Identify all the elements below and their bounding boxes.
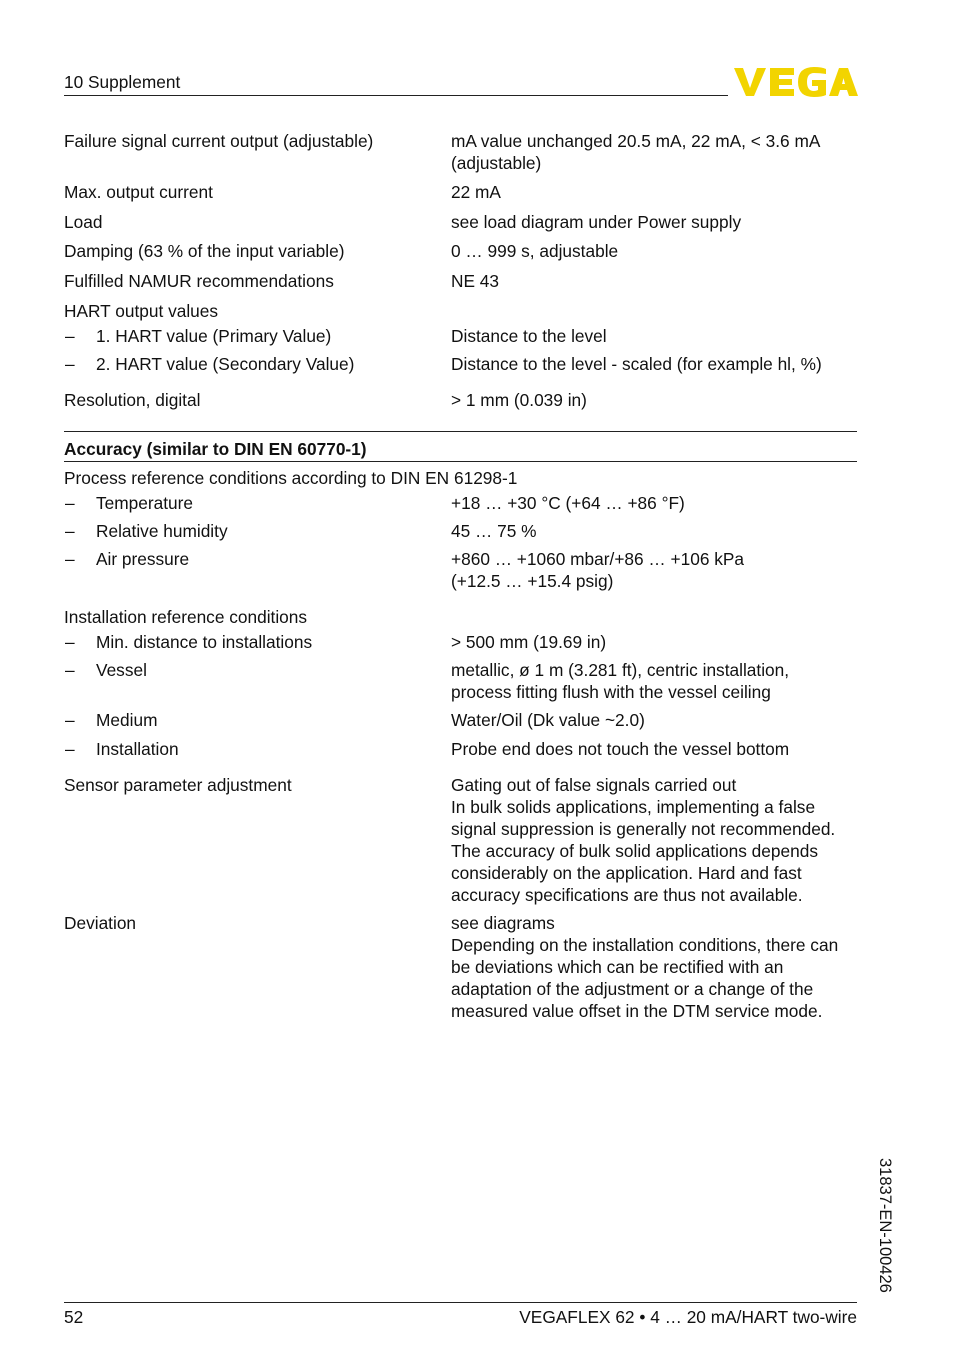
section-title: 10 Supplement [64,72,181,92]
process-item-value: +18 … +30 °C (+64 … +86 °F) [451,493,685,513]
process-item-label: Air pressure [96,549,190,569]
sensor-label: Sensor parameter adjustment [64,775,292,795]
vega-logo [734,66,858,103]
row-label: Max. output current [64,182,213,202]
install-item-label: Installation [96,739,179,759]
hart-item-value: Distance to the level - scaled (for example hl, %) [451,354,822,374]
row-value: mA value unchanged 20.5 mA, 22 mA, < 3.6 mA (adjustable) [451,131,821,173]
hart-item-label: 1. HART value (Primary Value) [96,326,332,346]
install-item-value: metallic, ø 1 m (3.281 ft), centric installation, process fitting flush with the vessel ceiling [451,660,790,702]
dash-bullet: – [65,632,75,652]
dash-bullet: – [65,660,75,680]
document-code: 31837-EN-100426 [876,1158,894,1293]
install-item-value: > 500 mm (19.69 in) [451,632,607,652]
accuracy-heading: Accuracy (similar to DIN EN 60770-1) [64,439,367,459]
row-label: Load [64,212,103,232]
install-item-label: Medium [96,710,158,730]
hart-item-label: 2. HART value (Secondary Value) [96,354,355,374]
resolution-value: > 1 mm (0.039 in) [451,390,587,410]
dash-bullet: – [65,521,75,541]
footer-rule [64,1302,857,1303]
row-label: Failure signal current output (adjustable) [64,131,374,151]
row-value: NE 43 [451,271,500,291]
row-value: 0 … 999 s, adjustable [451,241,619,261]
section-rule-top [64,431,857,432]
dash-bullet: – [65,739,75,759]
resolution-label: Resolution, digital [64,390,201,410]
dash-bullet: – [65,549,75,569]
sensor-value: Gating out of false signals carried out In bulk solids applications, implementing a false signal suppression is generally not recommended. The accuracy of bulk solid applications depends considerably on the application. Hard and fast accuracy specifications are thus not available. [451,775,836,905]
dash-bullet: – [65,710,75,730]
process-item-value: +860 … +1060 mbar/+86 … +106 kPa (+12.5 … +15.4 psig) [451,549,745,591]
install-heading: Installation reference conditions [64,607,308,627]
row-value: see load diagram under Power supply [451,212,742,232]
header-rule [64,95,728,96]
hart-heading: HART output values [64,301,219,321]
dash-bullet: – [65,493,75,513]
hart-item-value: Distance to the level [451,326,607,346]
process-item-value: 45 … 75 % [451,521,537,541]
page-number: 52 [64,1307,84,1327]
install-item-label: Vessel [96,660,147,680]
dash-bullet: – [65,326,75,346]
deviation-value: see diagrams Depending on the installation conditions, there can be deviations which can be rectified with an adaptation of the adjustment or a change of the measured value offset in the DTM service mode. [451,913,839,1021]
process-item-label: Temperature [96,493,194,513]
process-heading: Process reference conditions according to DIN EN 61298-1 [64,468,518,488]
row-label: Damping (63 % of the input variable) [64,241,345,261]
dash-bullet: – [65,354,75,374]
install-item-value: Water/Oil (Dk value ~2.0) [451,710,645,730]
row-label: Fulfilled NAMUR recommendations [64,271,334,291]
product-name: VEGAFLEX 62 • 4 … 20 mA/HART two-wire [519,1307,857,1327]
install-item-value: Probe end does not touch the vessel bottom [451,739,790,759]
section-rule-bottom [64,461,857,462]
deviation-label: Deviation [64,913,137,933]
row-value: 22 mA [451,182,501,202]
install-item-label: Min. distance to installations [96,632,313,652]
process-item-label: Relative humidity [96,521,228,541]
